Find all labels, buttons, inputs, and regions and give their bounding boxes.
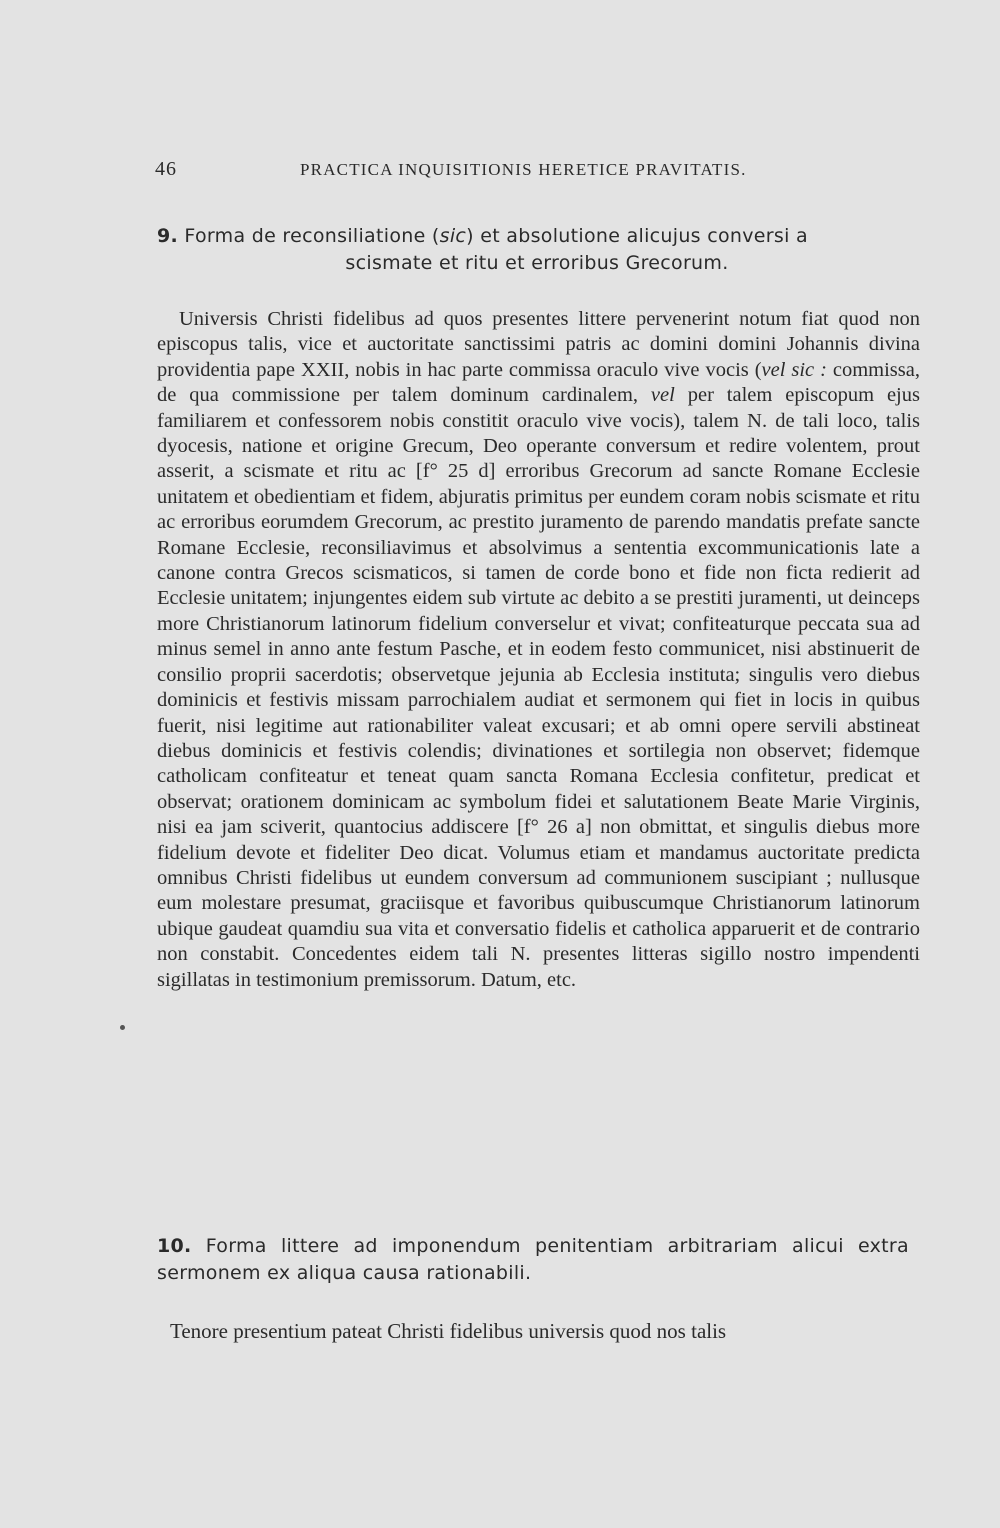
section-9-text-italic2: vel (650, 384, 675, 407)
section-9-paragraph (157, 307, 920, 993)
section-9-text-part2: commissa, de qua commissione per talem dominum cardinalem, (157, 358, 920, 407)
section-10-body (170, 1318, 908, 1344)
section-9-text-part3: per talem episcopum ejus familiarem et confessorem nobis constitit oraculo vive vocis), talem N. de tali loco, talis dyocesis, natione et origine Grecum, Deo operante conversum et redire volentem, prout asserit, a scismate et ritu ac [f° 25 d] erroribus Grecorum ad sancte Romane Ecclesie unitatem et obedientiam et fidem, abjuratis primitus per eundem coram nobis scismate et ritu ac erroribus eorumdem Grecorum, ac prestito juramento de parendo mandatis prefate sancte Romane Ecclesie, reconsiliavimus et absolvimus a sententia excommunicationis late a canone contra Grecos scismaticos, si tamen de corde bono et fide non ficta redierit ad Ecclesie unitatem; injungentes eidem sub virtute ac debito a se prestiti juramenti, ut deinceps more Christianorum latinorum fidelium converselur et vivat; confiteaturque peccata sua ad minus semel in anno ante festum Pasche, et in eodem festo communicet, nisi abstinuerit de consilio proprii sacerdotis; observetque jejunia ab Ecclesia instituta; singulis vero diebus dominicis et festivis missam parrochialem audiat et sermonem qui fiet in locis in quibus fuerit, nisi legitime aut rationabiliter valeat excusari; et ab omni opere servili abstineat diebus dominicis et festivis colendis; divinationes et sortilegia non observet; fidemque catholicam confiteatur et teneat quam sancta Romana Ecclesia confitetur, predicat et observat; orationem dominicam ac symbolum fidei et salutationem Beate Marie Virginis, nisi ea jam sciverit, quantocius addiscere [f° 26 a] non obmittat, et singulis diebus more fidelium devote et fideliter Deo dicat. Volumus etiam et mandamus auctoritate predicta omnibus Christi fidelibus ut eundem conversum ad communionem suscipiant ; nullusque eum molestare presumat, graciisque et favoribus quibuscumque Christianorum latinorum ubique gaudeat quamdiu sua vita et conversatio fidelis et catholica apparuerit et de contrario non constabit. Concedentes eidem tali N. presentes litteras sigillo nostro impendenti sigillatas in testimonium premissorum. Datum, etc. (157, 384, 920, 991)
section-9-text-part1: Universis Christi fidelibus ad quos presentes littere pervenerint notum fiat quod non episcopus talis, vice et auctoritate sanctissimi patris ac domini domini Johannis divina providentia pape XXII, nobis in hac parte commissa oraculo vive vocis ( (157, 308, 920, 381)
section-9-text-italic1: vel sic : (761, 358, 827, 381)
section-9-number: 9. (157, 225, 179, 247)
page-number: 46 (155, 158, 177, 180)
section-10-heading (157, 1233, 909, 1287)
section-9-heading (157, 223, 917, 277)
ink-speck (120, 1025, 125, 1030)
section-10-title: Forma littere ad imponendum penitentiam arbitrariam alicui extra sermonem ex aliqua causa rationabili. (157, 1235, 909, 1284)
section-9-title-line2: scismate et ritu et erroribus Grecorum. (345, 252, 729, 274)
section-9-title-part1: Forma de reconsiliatione ( (184, 225, 440, 247)
section-9-title-part2: ) et absolutione alicujus conversi a (466, 225, 808, 247)
section-10-paragraph: Tenore presentium pateat Christi fidelibus universis quod nos talis (170, 1319, 727, 1343)
section-9-body (157, 307, 920, 993)
running-title: PRACTICA INQUISITIONIS HERETICE PRAVITATIS. (300, 160, 747, 179)
section-9-title-sic: sic (439, 225, 467, 247)
section-10-number: 10. (157, 1235, 192, 1257)
